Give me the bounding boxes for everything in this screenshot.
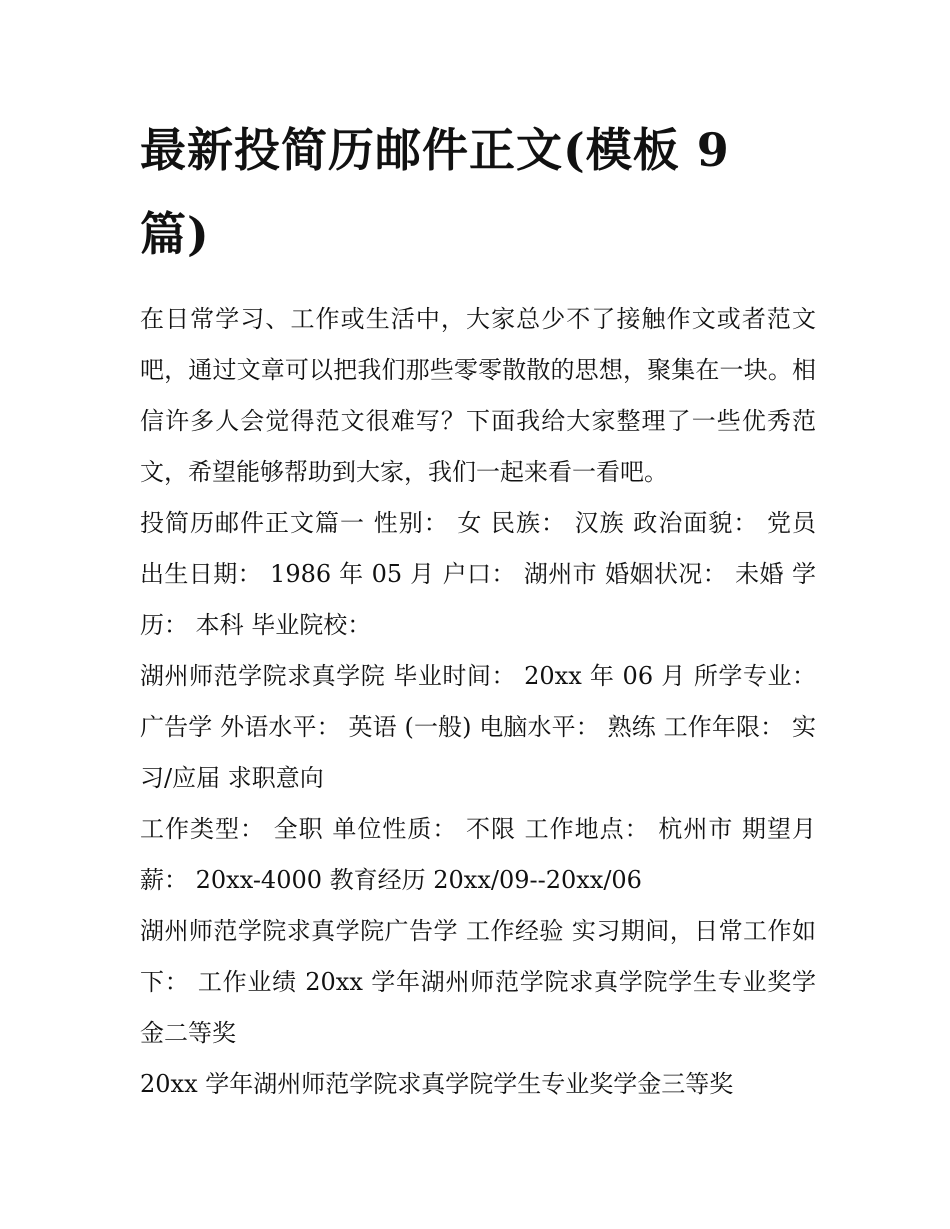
intro-paragraph: 在日常学习、工作或生活中，大家总少不了接触作文或者范文吧，通过文章可以把我们那些零零散散的思想，聚集在一块。相信许多人会觉得范文很难写？下面我给大家整理了一些优秀范文，希望能够帮助到大家，我们一起来看一看吧。: [140, 305, 816, 486]
document-title: 最新投简历邮件正文(模板 9 篇): [140, 123, 730, 261]
award-paragraph: 20xx 学年湖州师范学院求真学院学生专业奖学金三等奖: [140, 1070, 734, 1098]
resume-school-paragraph: 湖州师范学院求真学院 毕业时间： 20xx 年 06 月 所学专业： 广告学 外语水平： 英语 (一般) 电脑水平： 熟练 工作年限： 实习/应届 求职意向: [140, 662, 816, 792]
job-intention-paragraph: 工作类型： 全职 单位性质： 不限 工作地点： 杭州市 期望月薪： 20xx-4000 教育经历 20xx/09--20xx/06: [140, 815, 816, 894]
resume-basic-info-paragraph: 投简历邮件正文篇一 性别： 女 民族： 汉族 政治面貌： 党员 出生日期： 1986 年 05 月 户口： 湖州市 婚姻状况： 未婚 学历： 本科 毕业院校：: [140, 509, 816, 639]
document-page: [140, 108, 816, 1110]
work-experience-paragraph: 湖州师范学院求真学院广告学 工作经验 实习期间，日常工作如下： 工作业绩 20xx 学年湖州师范学院求真学院学生专业奖学金二等奖: [140, 917, 816, 1047]
